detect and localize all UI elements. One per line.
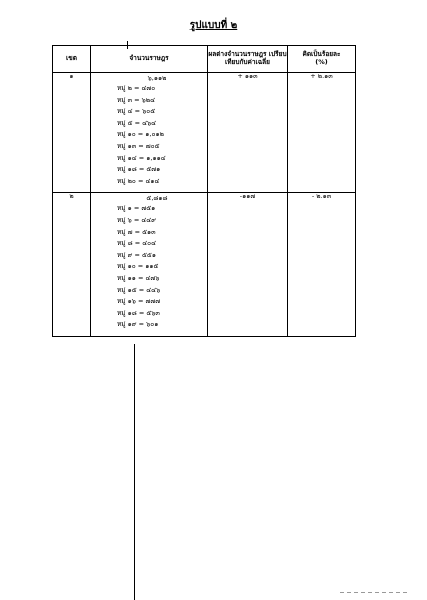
scan-artifact-dash [340, 592, 410, 593]
village-item: หมู่ ๑๘ = ๕๖๓ [117, 308, 160, 317]
village-item: หมู่ ๕ = ๔๖๔ [117, 118, 157, 127]
village-item: หมู่ ๒๐ = ๔๑๔ [117, 176, 160, 185]
village-item: หมู่ ๓ = ๖๒๔ [117, 95, 155, 104]
population-total: ๕,๘๑๘ [146, 194, 168, 203]
district-number: ๒ [53, 193, 91, 337]
village-item: หมู่ ๑๔ = ๑,๑๑๔ [117, 153, 166, 162]
village-item: หมู่ ๙ = ๕๕๑ [117, 250, 156, 259]
village-item: หมู่ ๗ = ๕๑๓ [117, 227, 156, 236]
form-title: รูปแบบที่ ๒ [189, 20, 238, 31]
village-item: หมู่ ๑๘ = ๕๗๑ [117, 165, 161, 174]
district-number: ๑ [53, 73, 91, 193]
table-row [53, 73, 356, 193]
village-item: หมู่ ๑๕ = ๔๔๖ [117, 285, 161, 294]
percent-value: - ๒.๑๓ [288, 193, 356, 337]
village-item: หมู่ ๒ = ๔๗๐ [117, 84, 156, 92]
population-total: ๖,๑๑๒ [147, 74, 167, 82]
village-item: หมู่ ๑๑ = ๔๗๖ [117, 273, 160, 282]
village-item: หมู่ ๖ = ๔๔๙ [117, 215, 156, 224]
difference-value: + ๑๑๓ [208, 73, 288, 193]
village-item: หมู่ ๑๐ = ๑,๐๑๒ [117, 130, 164, 139]
village-list [91, 205, 207, 336]
population-cell [91, 193, 208, 337]
village-list [91, 85, 207, 192]
population-cell [91, 73, 208, 193]
header-district: เขต [53, 46, 91, 73]
population-table [52, 45, 356, 337]
header-difference: ผลต่างจำนวนราษฎร เปรียบเทียบกับค่าเฉลี่ย [208, 46, 288, 73]
header-percent-unit: (%) [315, 58, 328, 66]
header-percent-label: คิดเป็นร้อยละ [302, 50, 341, 59]
column-divider-line [134, 344, 135, 600]
difference-value: -๑๑๗ [208, 193, 288, 337]
table-row [53, 193, 356, 337]
village-item: หมู่ ๑๓ = ๗๐๕ [117, 141, 160, 150]
header-population: จำนวนราษฎร [91, 46, 208, 73]
village-item: หมู่ ๔ = ๖๐๕ [117, 107, 156, 116]
village-item: หมู่ ๑๖ = ๗๗๗ [117, 297, 161, 306]
village-item: หมู่ ๑ = ๗๕๑ [117, 204, 156, 213]
village-item: หมู่ ๑๙ = ๖๐๑ [117, 320, 159, 329]
village-item: หมู่ ๑๐ = ๑๑๕ [117, 262, 159, 271]
header-percent [288, 46, 356, 73]
village-item: หมู่ ๘ = ๔๐๔ [117, 239, 157, 248]
table-header-row [53, 46, 356, 73]
percent-value: + ๒.๑๓ [288, 73, 356, 193]
